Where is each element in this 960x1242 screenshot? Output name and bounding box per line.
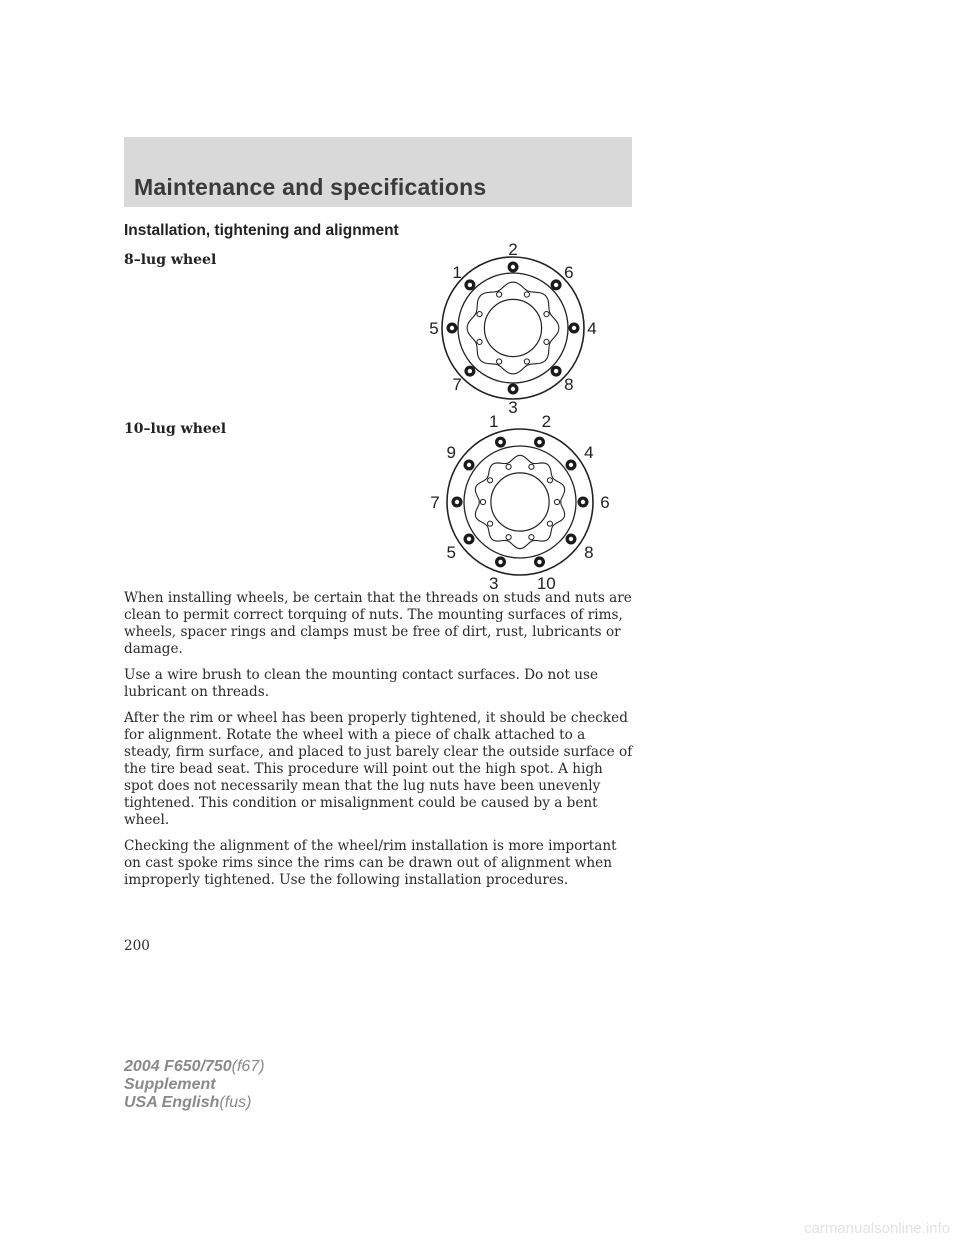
footer-language: USA English bbox=[124, 1094, 220, 1111]
page-number: 200 bbox=[124, 938, 150, 954]
lug-sequence-label: 3 bbox=[488, 573, 499, 593]
wheel-outer-rim bbox=[447, 429, 593, 575]
wheel-label-10-lug: 10–lug wheel bbox=[124, 421, 227, 437]
wheel-hub-hole bbox=[488, 478, 493, 483]
wheel-hub-hole bbox=[506, 464, 511, 469]
lug-sequence-label: 2 bbox=[541, 412, 552, 432]
wheel-hub-hole bbox=[547, 521, 552, 526]
lug-sequence-label: 5 bbox=[446, 543, 456, 562]
page-header-title: Maintenance and specifications bbox=[134, 174, 487, 200]
lug-sequence-label: 8 bbox=[564, 374, 574, 394]
lug-sequence-label: 7 bbox=[430, 493, 440, 512]
lug-sequence-label: 5 bbox=[429, 319, 439, 338]
wheel-hub-outline bbox=[475, 455, 564, 548]
lug-sequence-label: 9 bbox=[446, 443, 456, 462]
lug-nut-center bbox=[498, 440, 502, 444]
footer-model-code: (f67) bbox=[231, 1058, 265, 1075]
paragraph: Checking the alignment of the wheel/rim installation is more important on cast spoke rims since the rims can be drawn out of alignment when improperly tightened. Use the following installation procedures. bbox=[124, 838, 617, 888]
paragraph: Use a wire brush to clean the mounting contact surfaces. Do not use lubricant on threads. bbox=[124, 667, 599, 700]
paragraph: After the rim or wheel has been properly tightened, it should be checked for alignment. Rotate the wheel with a piece of chalk attached to a steady, firm surface, and placed to just barely clear the outside surface of the tire bead seat. This procedure will point out the high spot. A high spot does not necessarily mean that the lug nuts have been unevenly tightened. This condition or misalignment could be caused by a bent wheel. bbox=[124, 710, 633, 828]
lug-sequence-label: 1 bbox=[452, 263, 462, 283]
lug-nut-center bbox=[467, 537, 471, 541]
lug-nut-center bbox=[537, 560, 541, 564]
wheel-hub-hole bbox=[554, 499, 559, 504]
body-text bbox=[124, 590, 634, 898]
wheel-hub-hole bbox=[529, 535, 534, 540]
paragraph: When installing wheels, be certain that the threads on studs and nuts are clean to permit correct torquing of nuts. The mounting surfaces of rims, wheels, spacer rings and clamps must be free of dirt, rust, lubricants or damage. bbox=[124, 590, 632, 657]
lug-sequence-label: 7 bbox=[452, 374, 462, 394]
lug-nut-center bbox=[455, 500, 459, 504]
lug-nut-center bbox=[569, 463, 573, 467]
lug-nut-center bbox=[467, 463, 471, 467]
lug-sequence-label: 6 bbox=[564, 263, 574, 283]
lug-sequence-label: 3 bbox=[508, 398, 518, 417]
footer-model: 2004 F650/750 bbox=[124, 1058, 232, 1075]
wheel-center-bore bbox=[491, 473, 549, 531]
wheel-hub-hole bbox=[488, 521, 493, 526]
lug-nut-center bbox=[498, 560, 502, 564]
wheel-label-8-lug: 8–lug wheel bbox=[124, 252, 217, 268]
lug-nut-center bbox=[569, 537, 573, 541]
footer bbox=[124, 1058, 265, 1112]
lug-nut-center bbox=[537, 440, 541, 444]
watermark: carmanualsonline.info bbox=[804, 1220, 950, 1237]
lug-sequence-label: 6 bbox=[600, 493, 610, 512]
wheel-hub-hole bbox=[506, 535, 511, 540]
lug-sequence-label: 4 bbox=[584, 443, 594, 462]
lug-sequence-label: 4 bbox=[587, 319, 597, 338]
lug-sequence-label: 8 bbox=[584, 543, 594, 562]
lug-sequence-label: 1 bbox=[488, 412, 499, 432]
lug-sequence-label: 10 bbox=[536, 573, 556, 593]
lug-nut-center bbox=[581, 500, 585, 504]
footer-document: Supplement bbox=[124, 1076, 216, 1093]
wheel-hub-hole bbox=[529, 464, 534, 469]
wheel-hub-hole bbox=[480, 499, 485, 504]
footer-language-code: (fus) bbox=[219, 1094, 252, 1111]
lug-sequence-label: 2 bbox=[508, 240, 518, 259]
section-title: Installation, tightening and alignment bbox=[124, 222, 399, 239]
wheel-hub-hole bbox=[547, 478, 552, 483]
